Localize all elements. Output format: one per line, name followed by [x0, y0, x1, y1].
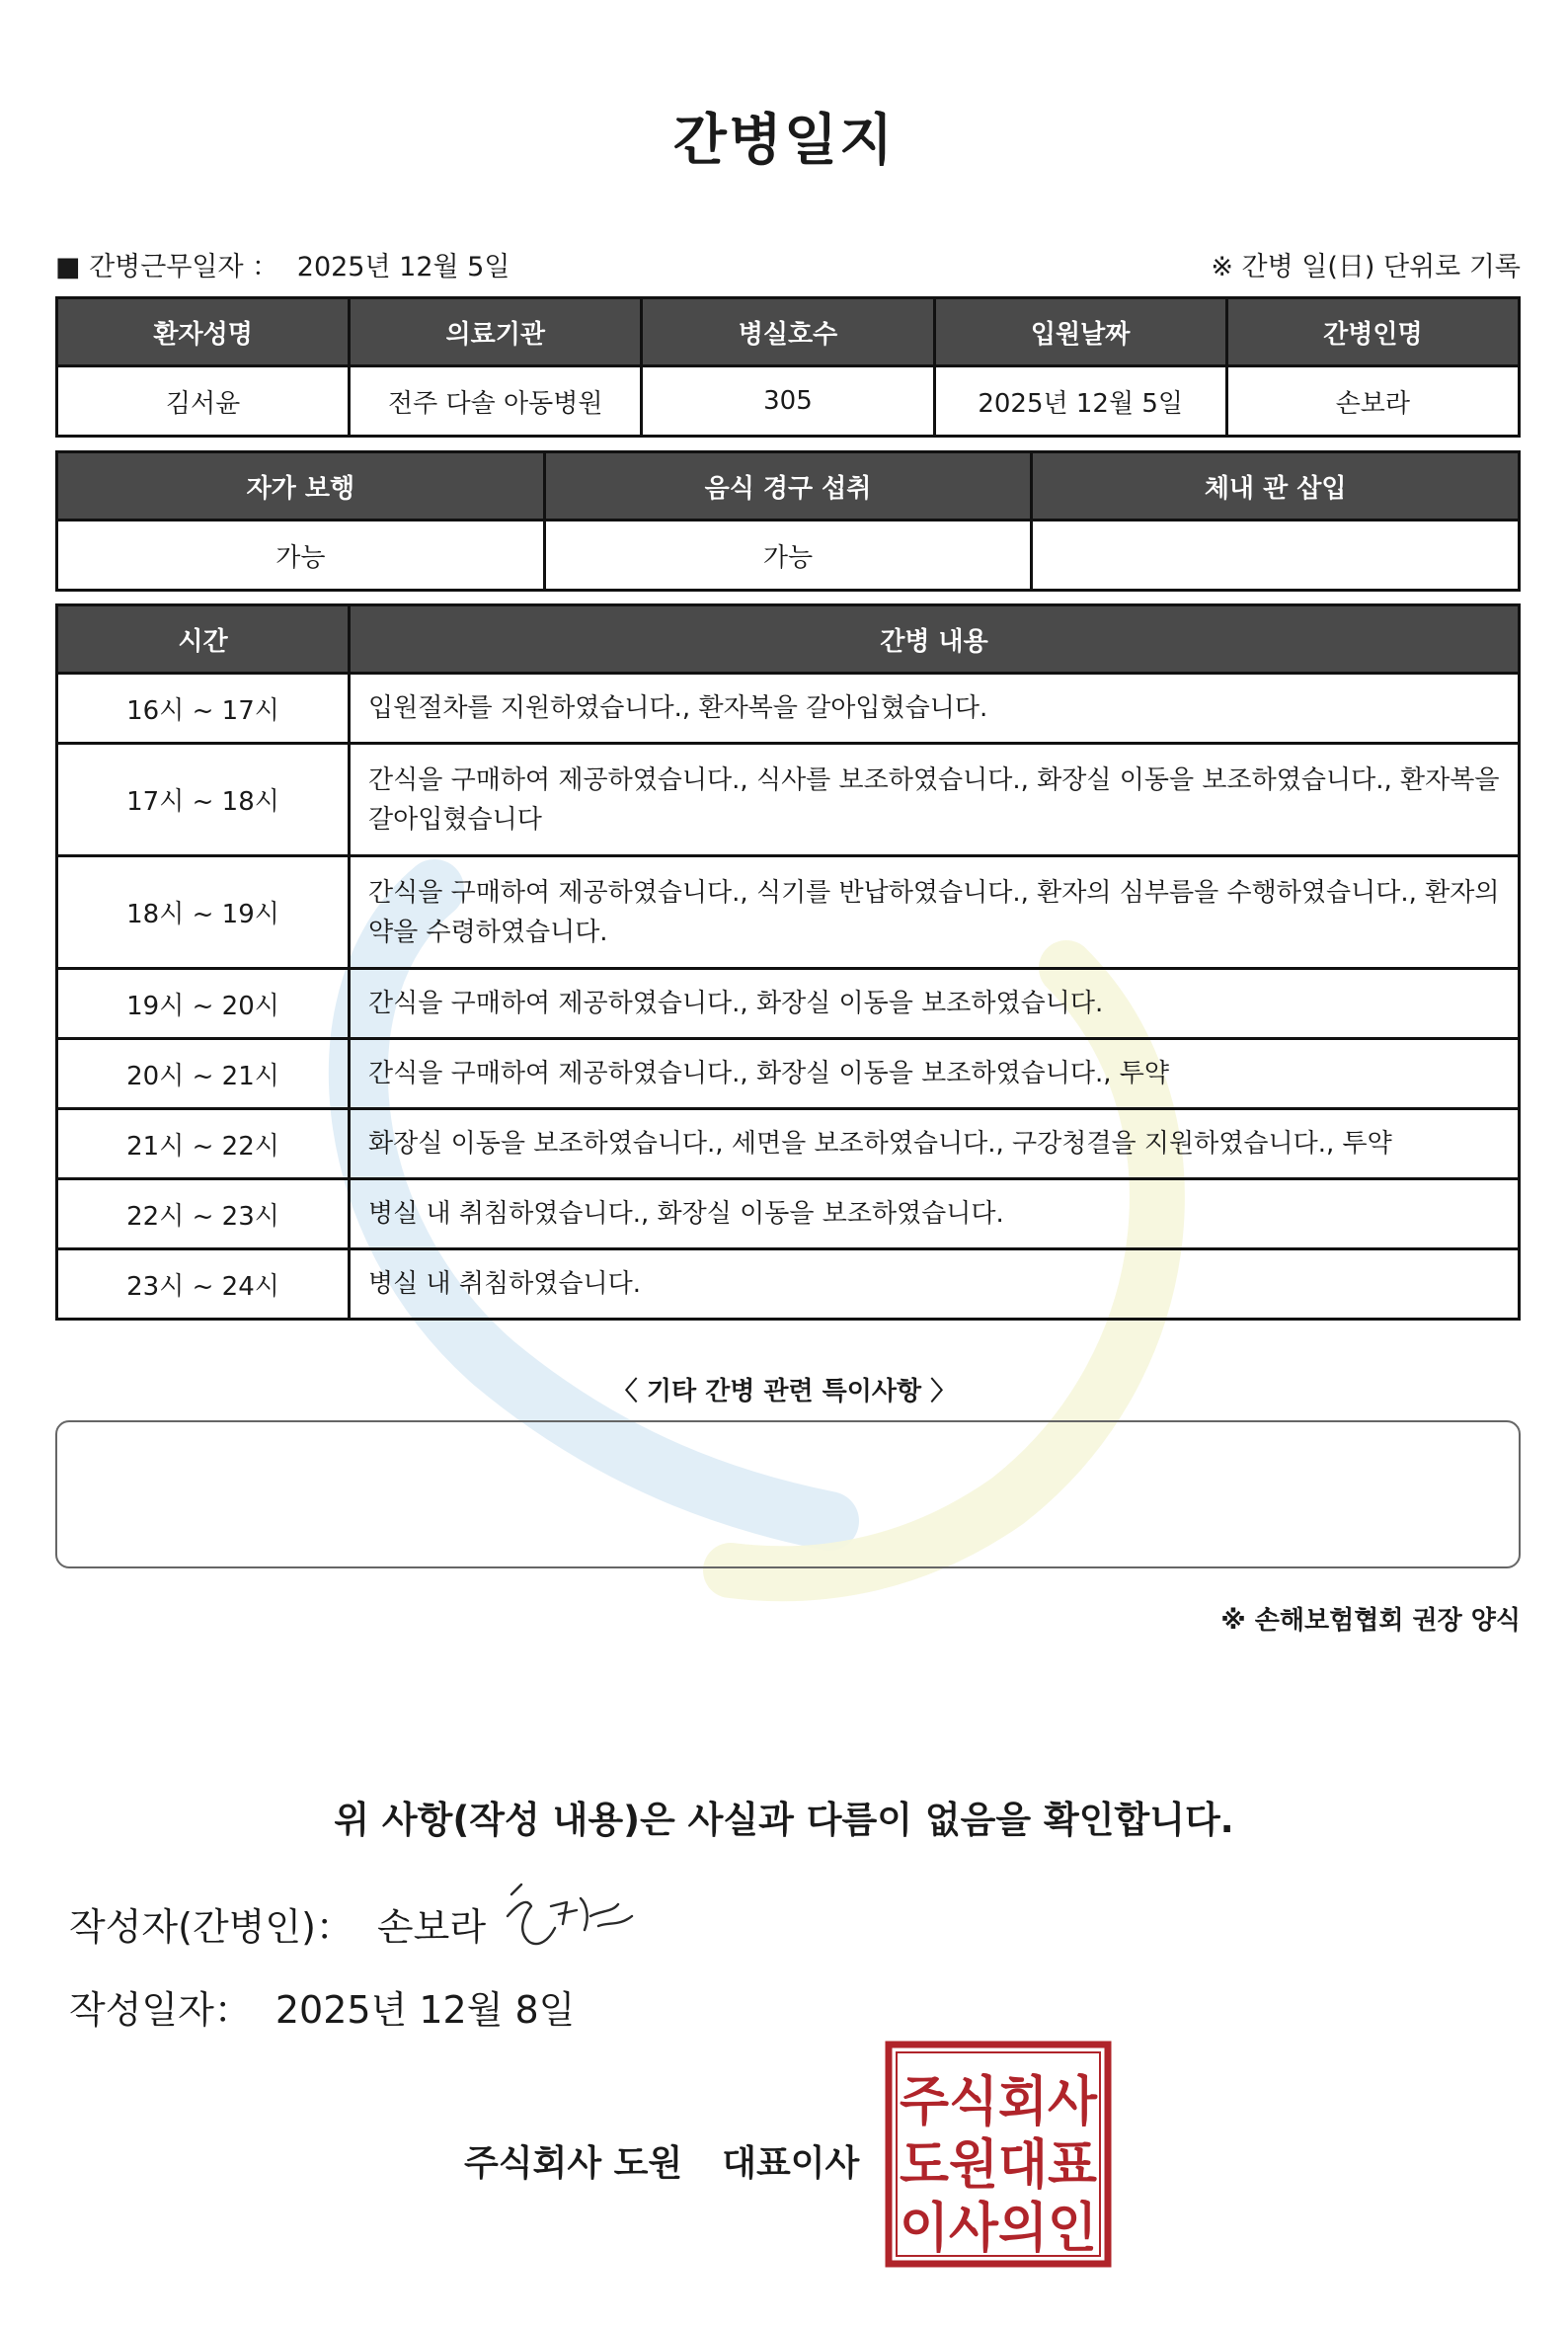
work-date-line — [55, 245, 510, 283]
self-walking-value: 가능 — [57, 521, 545, 591]
row-content: 간식을 구매하여 제공하였습니다., 식기를 반납하였습니다., 환자의 심부름을 수행하였습니다., 환자의 약을 수령하였습니다. — [350, 856, 1520, 969]
header-tube-insertion: 체내 관 삽입 — [1032, 452, 1520, 521]
row-time: 20시 ~ 21시 — [57, 1039, 350, 1109]
written-date-line — [69, 1979, 575, 2034]
row-time: 17시 ~ 18시 — [57, 744, 350, 856]
row-time: 21시 ~ 22시 — [57, 1109, 350, 1179]
company-seal — [885, 2041, 1112, 2268]
table-row — [57, 1039, 1520, 1109]
seal-line-3: 이사의인 — [900, 2197, 1097, 2259]
written-date-label: 작성일자： — [69, 1988, 252, 2032]
writer-name: 손보라 — [376, 1905, 487, 1949]
header-self-walking: 자가 보행 — [57, 452, 545, 521]
signature — [494, 1877, 642, 1956]
writer-line — [69, 1896, 486, 1951]
header-hospital: 의료기관 — [350, 298, 642, 366]
row-content: 간식을 구매하여 제공하였습니다., 식사를 보조하였습니다., 화장실 이동을 보조하였습니다., 환자복을 갈아입혔습니다 — [350, 744, 1520, 856]
header-caregiver-name: 간병인명 — [1226, 298, 1519, 366]
header-care-content: 간병 내용 — [350, 605, 1520, 674]
document-title: 간병일지 — [672, 109, 896, 173]
header-patient-name: 환자성명 — [57, 298, 350, 366]
written-date-value: 2025년 12월 8일 — [274, 1988, 576, 2032]
company-name: 주식회사 도원 — [464, 2143, 683, 2184]
row-content: 입원절차를 지원하였습니다., 환자복을 갈아입혔습니다. — [350, 674, 1520, 744]
room-number: 305 — [642, 366, 934, 437]
admission-date: 2025년 12월 5일 — [934, 366, 1226, 437]
seal-line-2: 도원대표 — [900, 2133, 1097, 2196]
patient-info-table — [55, 296, 1521, 438]
row-time: 23시 ~ 24시 — [57, 1249, 350, 1320]
hospital-name: 전주 다솔 아동병원 — [350, 366, 642, 437]
writer-label: 작성자(간병인)： — [69, 1905, 353, 1949]
header-time: 시간 — [57, 605, 350, 674]
row-time: 16시 ~ 17시 — [57, 674, 350, 744]
confirmation-statement: 위 사항(작성 내용)은 사실과 다름이 없음을 확인합니다. — [334, 1799, 1234, 1841]
patient-status-table — [55, 450, 1521, 592]
table-row — [57, 1179, 1520, 1249]
care-log-table — [55, 603, 1521, 1321]
oral-intake-value: 가능 — [544, 521, 1032, 591]
row-time: 19시 ~ 20시 — [57, 969, 350, 1039]
row-time: 18시 ~ 19시 — [57, 856, 350, 969]
header-admission-date: 입원날짜 — [934, 298, 1226, 366]
company-line — [464, 2135, 859, 2186]
caregiver-name: 손보라 — [1226, 366, 1519, 437]
row-content: 간식을 구매하여 제공하였습니다., 화장실 이동을 보조하였습니다. — [350, 969, 1520, 1039]
table-row — [57, 969, 1520, 1039]
header-room-number: 병실호수 — [642, 298, 934, 366]
remarks-title: 〈 기타 간병 관련 특이사항 〉 — [611, 1377, 957, 1406]
form-source-note: ※ 손해보험협회 권장 양식 — [1220, 1606, 1521, 1636]
row-content: 간식을 구매하여 제공하였습니다., 화장실 이동을 보조하였습니다., 투약 — [350, 1039, 1520, 1109]
table-row — [57, 674, 1520, 744]
ceo-title: 대표이사 — [722, 2143, 860, 2184]
work-date-value: 2025년 12월 5일 — [296, 252, 510, 282]
table-row — [57, 744, 1520, 856]
work-date-label: ■ 간병근무일자 ： — [55, 252, 279, 282]
table-row — [57, 856, 1520, 969]
unit-note: ※ 간병 일(日) 단위로 기록 — [1211, 252, 1521, 282]
tube-insertion-value — [1032, 521, 1520, 591]
header-oral-intake: 음식 경구 섭취 — [544, 452, 1032, 521]
row-content: 병실 내 취침하였습니다. — [350, 1249, 1520, 1320]
row-content: 병실 내 취침하였습니다., 화장실 이동을 보조하였습니다. — [350, 1179, 1520, 1249]
table-row — [57, 1109, 1520, 1179]
row-content: 화장실 이동을 보조하였습니다., 세면을 보조하였습니다., 구강청결을 지원하였습니다., 투약 — [350, 1109, 1520, 1179]
patient-name: 김서윤 — [57, 366, 350, 437]
remarks-box — [55, 1420, 1521, 1568]
seal-line-1: 주식회사 — [900, 2070, 1098, 2132]
table-row — [57, 1249, 1520, 1320]
row-time: 22시 ~ 23시 — [57, 1179, 350, 1249]
